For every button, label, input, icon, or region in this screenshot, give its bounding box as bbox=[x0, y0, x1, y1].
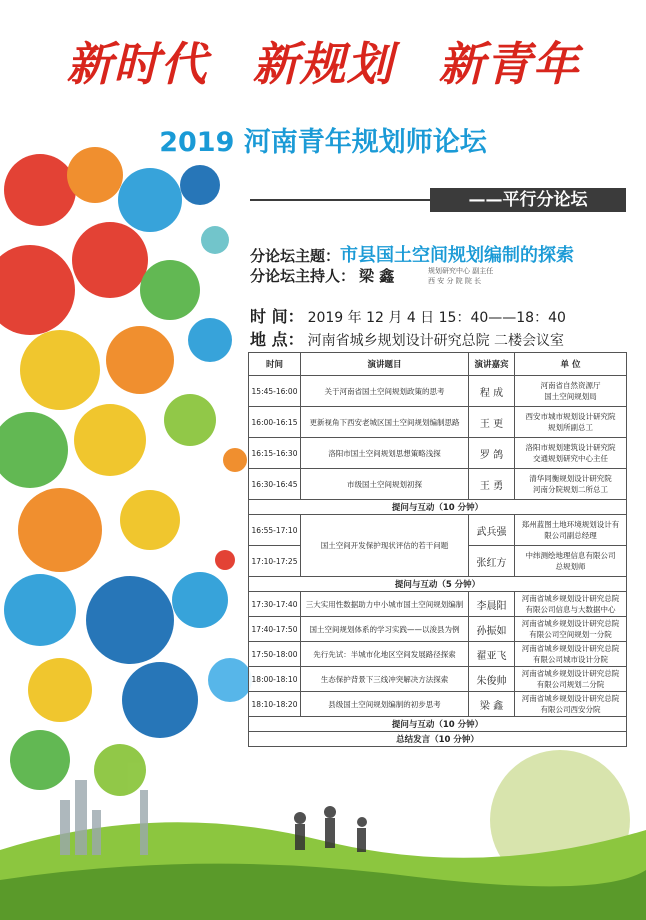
slogan-part-1: 新时代 bbox=[66, 37, 208, 91]
place-row bbox=[250, 327, 564, 350]
cell-affiliation bbox=[515, 438, 627, 469]
aff-line: 河南省自然资源厅 bbox=[540, 381, 601, 390]
cell-affiliation bbox=[515, 376, 627, 407]
aff-line: 总规划师 bbox=[555, 562, 586, 571]
time-label: 时 间： bbox=[250, 307, 304, 326]
cell-topic: 国土空间开发保护现状评估的若干问题 bbox=[301, 515, 469, 577]
aff-line: 河南省城乡规划设计研究总院 bbox=[521, 594, 620, 603]
cell-time: 18:00-18:10 bbox=[249, 667, 301, 692]
aff-line: 河南省城乡规划设计研究总院 bbox=[521, 619, 620, 628]
closing-row bbox=[249, 732, 627, 747]
header-affiliation: 单 位 bbox=[515, 353, 627, 376]
time-row bbox=[250, 304, 566, 327]
break-1: 提问与互动（10 分钟） bbox=[249, 500, 627, 515]
aff-line: 限公司副总经理 bbox=[544, 531, 597, 540]
cell-affiliation bbox=[515, 667, 627, 692]
cell-time: 16:00-16:15 bbox=[249, 407, 301, 438]
cell-speaker: 武兵强 bbox=[469, 515, 515, 546]
cell-topic: 三大实用性数据助力中小城市国土空间规划编制 bbox=[301, 592, 469, 617]
aff-line: 河南省城乡规划设计研究总院 bbox=[521, 644, 620, 653]
cell-time: 17:40-17:50 bbox=[249, 617, 301, 642]
cell-affiliation bbox=[515, 617, 627, 642]
cell-topic: 先行先试：半城市化地区空间发展路径探索 bbox=[301, 642, 469, 667]
cell-time: 18:10-18:20 bbox=[249, 692, 301, 717]
aff-line: 有限公司城市设计分院 bbox=[533, 655, 608, 664]
cell-topic: 县级国土空间规划编制的初步思考 bbox=[301, 692, 469, 717]
cell-speaker: 孙振如 bbox=[469, 617, 515, 642]
cell-speaker: 罗 鸽 bbox=[469, 438, 515, 469]
table-row bbox=[249, 592, 627, 617]
table-row bbox=[249, 642, 627, 667]
sub-forum-banner: ——平行分论坛 bbox=[430, 188, 626, 212]
aff-line: 清华同衡规划设计研究院 bbox=[529, 474, 612, 483]
forum-title: 2019 河南青年规划师论坛 bbox=[159, 127, 487, 158]
slogan-part-3: 新青年 bbox=[438, 37, 580, 91]
cell-affiliation bbox=[515, 642, 627, 667]
table-row bbox=[249, 376, 627, 407]
cell-topic: 洛阳市国土空间规划思想策略浅探 bbox=[301, 438, 469, 469]
place-value: 河南省城乡规划设计研究总院 二楼会议室 bbox=[307, 333, 565, 349]
table-row bbox=[249, 438, 627, 469]
aff-line: 有限公司规划二分院 bbox=[536, 680, 605, 689]
table-row bbox=[249, 617, 627, 642]
slogan bbox=[0, 28, 646, 94]
cell-affiliation bbox=[515, 469, 627, 500]
aff-line: 河南省城乡规划设计研究总院 bbox=[521, 669, 620, 678]
break-row bbox=[249, 717, 627, 732]
cell-speaker: 张红方 bbox=[469, 546, 515, 577]
aff-line: 河南分院规划二所总工 bbox=[533, 485, 608, 494]
aff-line: 河南省城乡规划设计研究总院 bbox=[521, 694, 620, 703]
cell-time: 17:30-17:40 bbox=[249, 592, 301, 617]
aff-line: 郑州蓝图土地环境规划设计有 bbox=[521, 520, 620, 529]
cell-time: 15:45-16:00 bbox=[249, 376, 301, 407]
schedule-table bbox=[248, 352, 627, 747]
break-row bbox=[249, 577, 627, 592]
host-title-line-1: 规划研究中心 副主任 bbox=[428, 267, 494, 275]
host-row bbox=[250, 265, 394, 286]
topic-value: 市县国土空间规划编制的探索 bbox=[340, 245, 575, 266]
cell-speaker: 朱俊帅 bbox=[469, 667, 515, 692]
table-header-row bbox=[249, 353, 627, 376]
topic-label: 分论坛主题： bbox=[250, 247, 341, 265]
cell-topic: 生态保护背景下三线冲突解决方法探索 bbox=[301, 667, 469, 692]
header-time: 时间 bbox=[249, 353, 301, 376]
closing-remarks: 总结发言（10 分钟） bbox=[249, 732, 627, 747]
cell-time: 17:50-18:00 bbox=[249, 642, 301, 667]
host-titles bbox=[428, 266, 493, 286]
cell-topic: 更新视角下西安老城区国土空间规划编制思路 bbox=[301, 407, 469, 438]
cell-affiliation bbox=[515, 692, 627, 717]
cell-topic: 国土空间规划体系的学习实践——以浚县为例 bbox=[301, 617, 469, 642]
cell-affiliation bbox=[515, 546, 627, 577]
break-2: 提问与互动（5 分钟） bbox=[249, 577, 627, 592]
cell-time: 16:15-16:30 bbox=[249, 438, 301, 469]
host-title-line-2: 西 安 分 院 院 长 bbox=[428, 277, 482, 285]
slogan-part-2: 新规划 bbox=[252, 37, 394, 91]
cell-affiliation bbox=[515, 407, 627, 438]
aff-line: 规划所副总工 bbox=[548, 423, 593, 432]
cell-time: 17:10-17:25 bbox=[249, 546, 301, 577]
time-value: 2019 年 12 月 4 日 15：40——18：40 bbox=[307, 310, 566, 326]
cell-speaker: 李晨阳 bbox=[469, 592, 515, 617]
break-3: 提问与互动（10 分钟） bbox=[249, 717, 627, 732]
table-row bbox=[249, 407, 627, 438]
cell-topic: 市级国土空间规划初探 bbox=[301, 469, 469, 500]
cell-speaker: 程 成 bbox=[469, 376, 515, 407]
header-speaker: 演讲嘉宾 bbox=[469, 353, 515, 376]
cell-speaker: 王 更 bbox=[469, 407, 515, 438]
aff-line: 中纬测绘地理信息有限公司 bbox=[525, 551, 616, 560]
aff-line: 国土空间规划局 bbox=[544, 392, 597, 401]
table-row bbox=[249, 515, 627, 546]
host-name: 梁 鑫 bbox=[359, 267, 395, 285]
host-label: 分论坛主持人： bbox=[250, 267, 356, 285]
cell-time: 16:55-17:10 bbox=[249, 515, 301, 546]
header-topic: 演讲题目 bbox=[301, 353, 469, 376]
aff-line: 有限公司西安分院 bbox=[540, 705, 601, 714]
table-row bbox=[249, 469, 627, 500]
cell-affiliation bbox=[515, 592, 627, 617]
cell-topic: 关于河南省国土空间规划政策的思考 bbox=[301, 376, 469, 407]
break-row bbox=[249, 500, 627, 515]
table-row bbox=[249, 667, 627, 692]
cell-speaker: 翟亚飞 bbox=[469, 642, 515, 667]
aff-line: 有限公司空间规划一分院 bbox=[529, 630, 612, 639]
topic-row bbox=[250, 241, 574, 267]
place-label: 地 点： bbox=[250, 330, 304, 349]
table-row bbox=[249, 692, 627, 717]
aff-line: 有限公司信息与大数据中心 bbox=[525, 605, 616, 614]
aff-line: 西安市城市规划设计研究院 bbox=[525, 412, 616, 421]
cell-time: 16:30-16:45 bbox=[249, 469, 301, 500]
cell-speaker: 王 勇 bbox=[469, 469, 515, 500]
aff-line: 洛阳市规划建筑设计研究院 bbox=[525, 443, 616, 452]
cell-affiliation bbox=[515, 515, 627, 546]
aff-line: 交通规划研究中心主任 bbox=[533, 454, 608, 463]
cell-speaker: 梁 鑫 bbox=[469, 692, 515, 717]
